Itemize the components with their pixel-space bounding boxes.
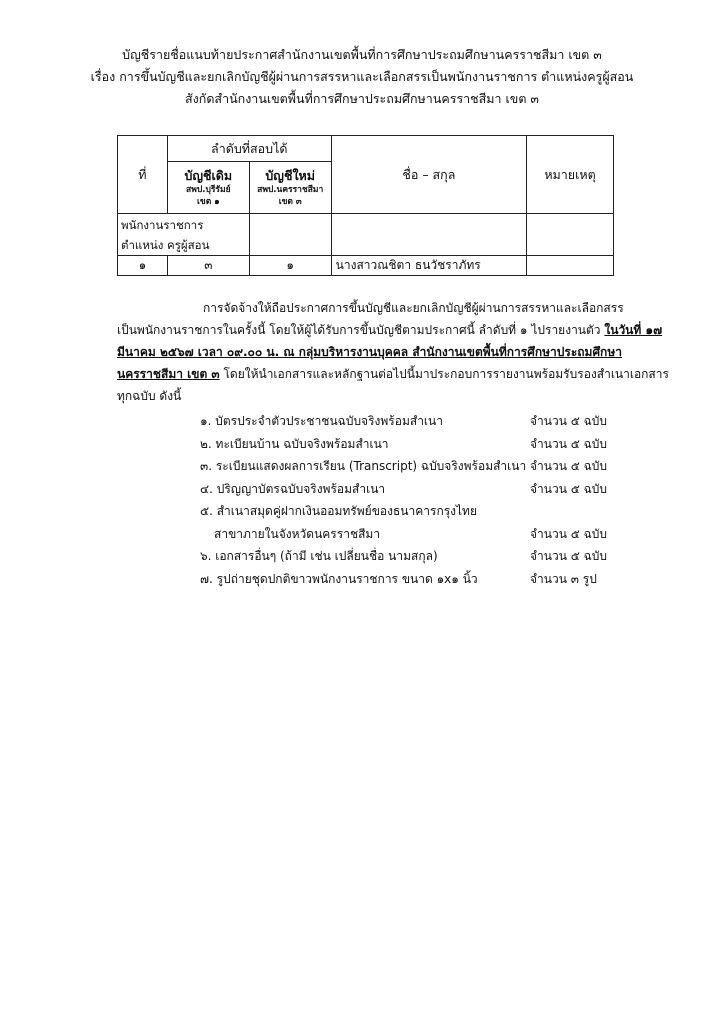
instruction-paragraph: [117, 297, 669, 407]
new-list-zone: เขต ๓: [278, 196, 302, 207]
header-line-1: บัญชีรายชื่อแนบท้ายประกาศสำนักงานเขตพื้นที่การศึกษาประถมศึกษานครราชสีมา เขต ๓: [122, 47, 602, 62]
para-line-3: [117, 341, 622, 363]
document-amount: จำนวน ๕ ฉบับ: [530, 414, 608, 428]
col-header-rank-group: ลำดับที่สอบได้: [167, 136, 331, 162]
document-amount: จำนวน ๓ รูป: [530, 571, 597, 586]
list-item: [200, 478, 620, 501]
category-row: [118, 214, 614, 256]
category-empty-note: [527, 214, 614, 256]
report-date-place: มีนาคม ๒๕๖๗ เวลา ๐๙.๐๐ น. ณ กลุ่มบริหารงานบุคคล สำนักงานเขตพื้นที่การศึกษาประถมศึกษา: [117, 345, 622, 359]
document-amount: จำนวน ๕ ฉบับ: [530, 459, 608, 473]
col-header-new-list: [249, 162, 331, 214]
candidate-table: [117, 135, 614, 276]
para-line-2: [117, 319, 663, 341]
document-name: ๖. เอกสารอื่นๆ (ถ้ามี เช่น เปลี่ยนชื่อ นามสกุล): [200, 549, 438, 563]
old-list-title: บัญชีเดิม: [184, 167, 233, 183]
table-row: [118, 256, 614, 276]
category-empty-new: [249, 214, 331, 256]
list-item: [200, 500, 620, 523]
category-line-2: ตำแหน่ง ครูผู้สอน: [121, 237, 210, 252]
list-item: [200, 433, 620, 456]
para-line-5: ทุกฉบับ ดังนี้: [117, 389, 182, 403]
category-line-1: พนักงานราชการ: [121, 217, 204, 232]
document-name: ๕. สำเนาสมุดคู่ฝากเงินออมทรัพย์ของธนาคารกรุงไทย: [200, 504, 477, 518]
header-line-2: เรื่อง การขึ้นบัญชีและยกเลิกบัญชีผู้ผ่านการสรรหาและเลือกสรรเป็นพนักงานราชการ ตำแหน่งครูผู้สอน: [90, 69, 634, 84]
required-documents-list: [200, 410, 620, 590]
document-amount: จำนวน ๕ ฉบับ: [530, 436, 608, 451]
document-name: ๔. ปริญญาบัตรฉบับจริงพร้อมสำเนา: [200, 481, 386, 496]
col-header-no: ที่: [118, 136, 168, 214]
list-item: [200, 410, 620, 433]
new-list-office: สพป.นครราชสีมา: [257, 184, 324, 195]
row-new-rank: ๑: [249, 256, 331, 276]
document-name: ๓. ระเบียนแสดงผลการเรียน (Transcript) ฉบับจริงพร้อมสำเนา: [200, 459, 527, 473]
document-name: สาขาภายในจังหวัดนครราชสีมา: [214, 526, 381, 541]
report-office: นครราชสีมา เขต ๓: [117, 367, 220, 381]
category-empty-name: [331, 214, 526, 256]
col-header-name: ชื่อ – สกุล: [331, 136, 526, 214]
para-line-1: การจัดจ้างให้ถือประกาศการขึ้นบัญชีและยกเลิกบัญชีผู้ผ่านการสรรหาและเลือกสรร: [203, 301, 624, 315]
document-header: [0, 44, 724, 110]
para-line-2-text: เป็นพนักงานราชการในครั้งนี้ โดยให้ผู้ได้รับการขึ้นบัญชีตามประกาศนี้ ลำดับที่ ๑ ไปรายงานตัว: [117, 323, 601, 337]
row-no: ๑: [118, 256, 168, 276]
row-old-rank: ๓: [167, 256, 249, 276]
document-name: ๗. รูปถ่ายชุดปกติขาวพนักงานราชการ ขนาด ๑x๑ นิ้ว: [200, 571, 478, 586]
category-cell: [118, 214, 250, 256]
col-header-note: หมายเหตุ: [527, 136, 614, 214]
document-amount: จำนวน ๕ ฉบับ: [530, 526, 608, 541]
old-list-zone: เขต ๑: [197, 196, 220, 207]
document-name: ๑. บัตรประจำตัวประชาชนฉบับจริงพร้อมสำเนา: [200, 414, 443, 428]
list-item: [200, 545, 620, 568]
list-item: [200, 568, 620, 591]
col-header-old-list: [167, 162, 249, 214]
row-name: นางสาวณชิตา ธนวัชราภัทร: [331, 256, 526, 276]
para-line-4: [117, 363, 669, 385]
new-list-title: บัญชีใหม่: [265, 167, 316, 183]
para-line-4-text: โดยให้นำเอกสารและหลักฐานต่อไปนี้มาประกอบการรายงานพร้อมรับรองสำเนาเอกสาร: [219, 367, 669, 381]
document-name: ๒. ทะเบียนบ้าน ฉบับจริงพร้อมสำเนา: [200, 436, 389, 451]
report-date-start: ในวันที่ ๑๗: [604, 323, 663, 337]
row-note: [527, 256, 614, 276]
list-item: [200, 523, 620, 546]
header-line-3: สังกัดสำนักงานเขตพื้นที่การศึกษาประถมศึกษานครราชสีมา เขต ๓: [185, 91, 539, 106]
document-amount: จำนวน ๕ ฉบับ: [530, 549, 608, 563]
old-list-office: สพป.บุรีรัมย์: [186, 184, 231, 195]
list-item: [200, 455, 620, 478]
document-amount: จำนวน ๕ ฉบับ: [530, 481, 608, 496]
